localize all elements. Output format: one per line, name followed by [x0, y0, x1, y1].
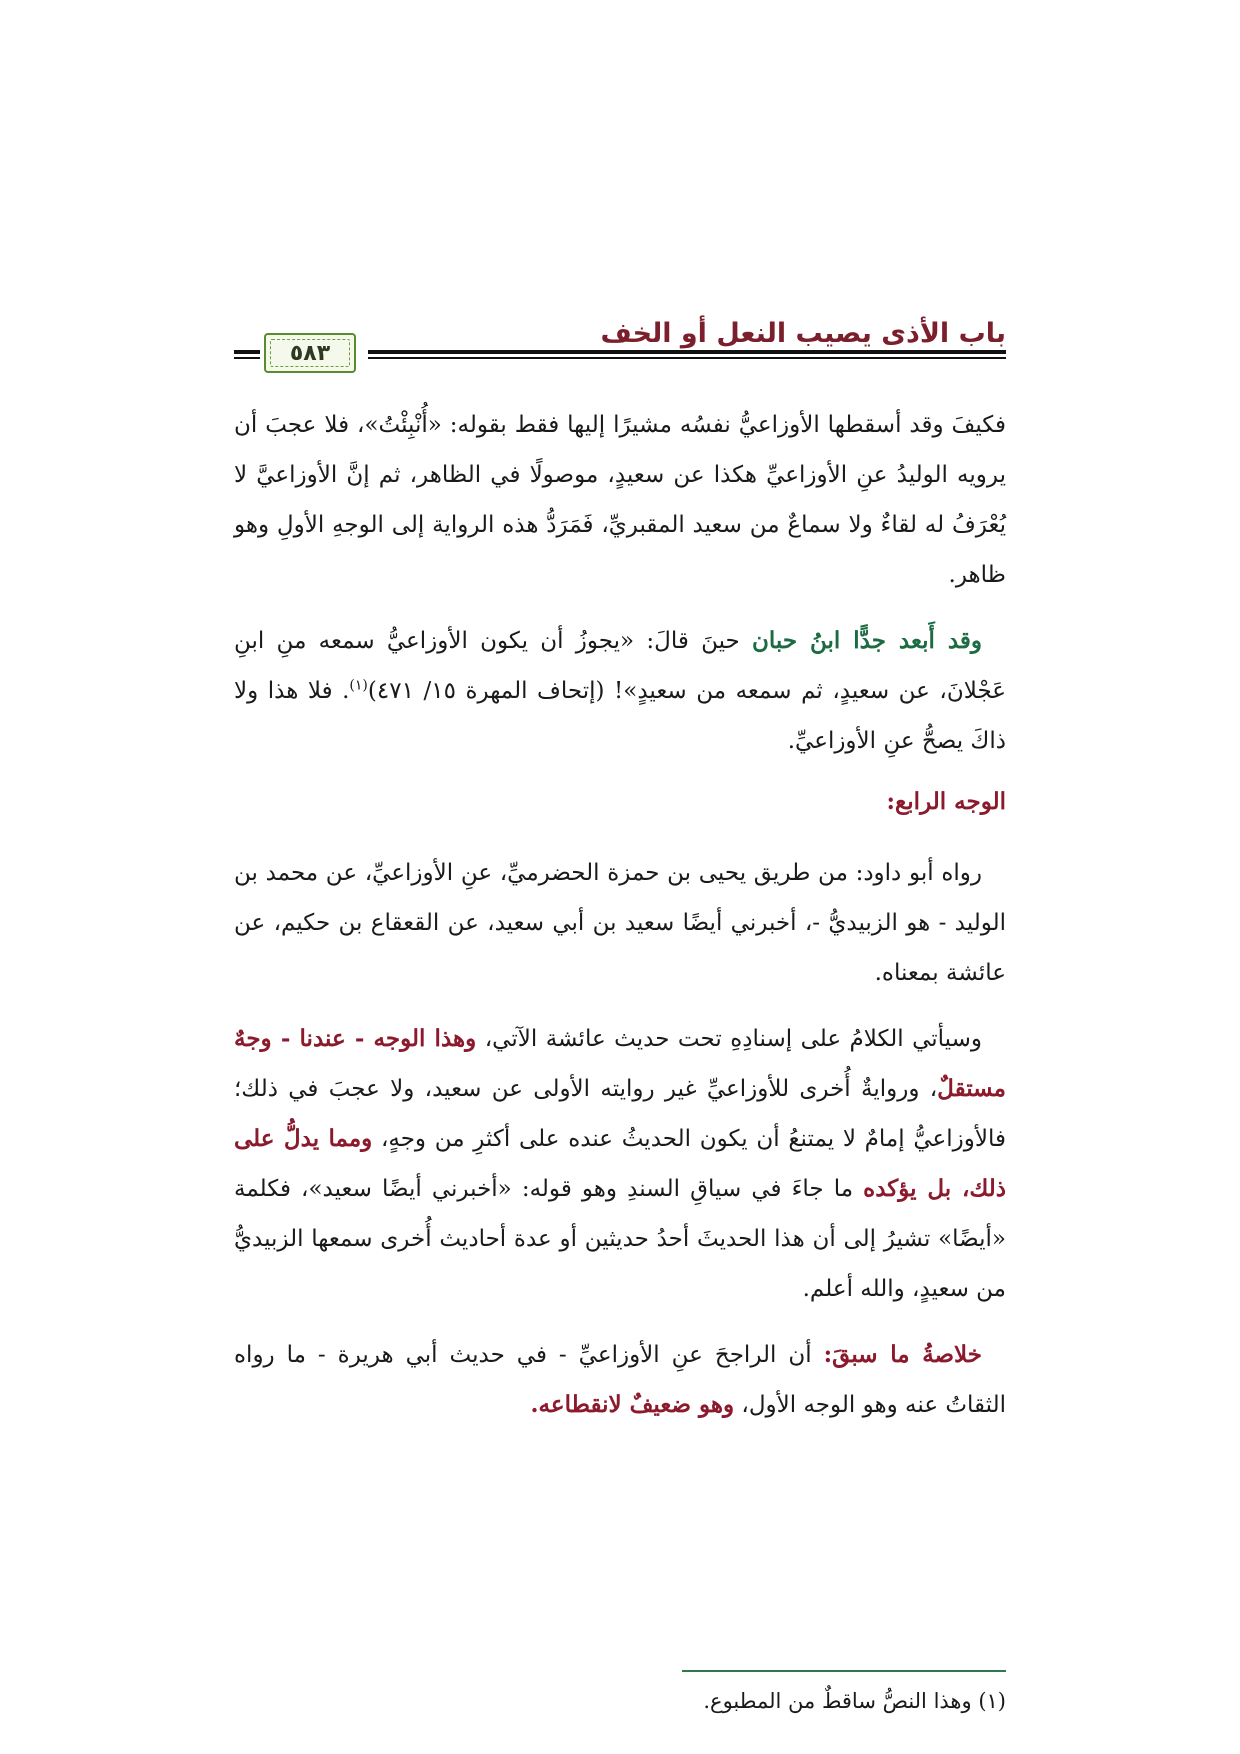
- paragraph-1: [234, 400, 1006, 600]
- paragraph-4-highlight-1: وهذا الوجه - عندنا - وجهٌ مستقلٌ: [234, 1025, 1006, 1102]
- footnote-reference[interactable]: (١): [349, 677, 368, 694]
- page-number: ٥٨٣: [270, 339, 350, 367]
- paragraph-2-text: حينَ قالَ: «يجوزُ أن يكون الأوزاعيُّ سمعه منِ ابنِ عَجْلانَ، عن سعيدٍ، ثم سمعه من سعيدٍ»! (إتحاف المهرة ١٥/ ٤٧١): [234, 628, 1007, 704]
- paragraph-2-tail: . فلا هذا ولا ذاكَ يصحُّ عنِ الأوزاعيِّ.: [234, 678, 1006, 754]
- paragraph-4: [234, 1014, 1006, 1314]
- page-number-badge: [264, 333, 356, 373]
- paragraph-5-text: أن الراجحَ عنِ الأوزاعيِّ - في حديث أبي هريرة - ما رواه الثقاتُ عنه وهو الوجه الأول،: [234, 1342, 1006, 1418]
- section-heading: الوجه الرابع:: [886, 788, 1006, 815]
- footnote-separator: [682, 1670, 1006, 1672]
- running-title: باب الأذى يصيب النعل أو الخف: [600, 318, 1006, 349]
- footnote: (١) وهذا النصُّ ساقطٌ من المطبوع.: [703, 1689, 1006, 1713]
- paragraph-4-highlight-2: ومما يدلُّ على ذلك، بل يؤكده: [234, 1125, 1006, 1202]
- paragraph-2-lead: وقد أَبعد جدًّا ابنُ حبان: [752, 627, 982, 654]
- paragraph-4-part2: ، وروايةٌ أُخرى للأوزاعيِّ غير روايته الأولى عن سعيد، ولا عجبَ في ذلك؛ فالأوزاعيُّ إمامٌ لا يمتنعُ أن يكون الحديثُ عنده على أكثرِ من وجهٍ،: [234, 1076, 1006, 1152]
- paragraph-2: [234, 616, 1006, 766]
- header-rule-left: [234, 350, 260, 360]
- paragraph-5-end: .: [530, 1391, 539, 1418]
- paragraph-4-part3: ما جاءَ في سياقِ السندِ وهو قوله: «أخبرني أيضًا سعيد»، فكلمة «أيضًا» تشيرُ إلى أن هذا الحديثَ أحدُ حديثين أو عدة أحاديث أُخرى سمعها الزبيديُّ من سعيدٍ، والله أعلم.: [234, 1176, 1006, 1302]
- main-text: [234, 400, 1006, 1446]
- paragraph-3-text: رواه أبو داود: من طريق يحيى بن حمزة الحضرميِّ، عنِ الأوزاعيِّ، عن محمد بن الوليد - هو الزبيديُّ -، أخبرني أيضًا سعيد بن أبي سعيد، عن القعقاع بن حكيم، عن عائشة بمعناه.: [234, 860, 1006, 986]
- paragraph-5-lead: خلاصةُ ما سبقَ:: [823, 1341, 982, 1368]
- paragraph-5-highlight: وهو ضعيفٌ لانقطاعه: [538, 1391, 735, 1418]
- paragraph-3: [234, 848, 1006, 998]
- paragraph-1-text: فكيفَ وقد أسقطها الأوزاعيُّ نفسُه مشيرًا إليها فقط بقوله: «أُنْبِئْتُ»، فلا عجبَ أن يرويه الوليدُ عنِ الأوزاعيِّ هكذا عن سعيدٍ، موصولًا في الظاهر، ثم إنَّ الأوزاعيَّ لا يُعْرَفُ له لقاءٌ ولا سماعٌ من سعيد المقبريِّ، فَمَرَدُّ هذه الرواية إلى الوجهِ الأولِ وهو ظاهر.: [234, 412, 1006, 588]
- paragraph-5: [234, 1330, 1006, 1430]
- paragraph-4-part1: وسيأتي الكلامُ على إسنادِهِ تحت حديث عائشة الآتي،: [476, 1026, 982, 1052]
- header-rule-right: [368, 350, 1006, 360]
